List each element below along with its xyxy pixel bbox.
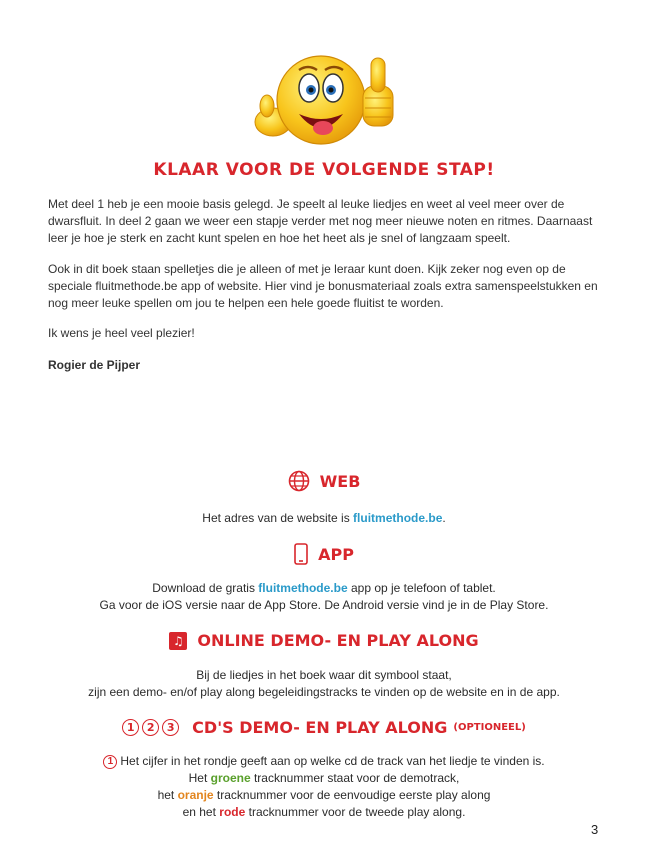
cd-circle-3: 3 [162, 719, 179, 736]
cd-number-circles [122, 719, 182, 736]
cd-title: CD'S DEMO- EN PLAY ALONG [192, 718, 448, 737]
web-section-heading [0, 470, 648, 492]
cd-line2-color: groene [210, 771, 251, 785]
web-title: WEB [319, 471, 361, 491]
web-text-after: . [442, 511, 446, 525]
web-text-before: Het adres van de website is [202, 511, 354, 525]
phone-icon [294, 543, 308, 565]
cd-line2-before: Het [188, 771, 211, 785]
intro-text-1: Met deel 1 heb je een mooie basis gelegd. Je speelt al leuke liedjes en weet al veel meer over de dwarsfluit. In deel 2 gaan we weer een stapje verder met nog meer nieuwe noten en ritmes. Daarnaast leer je hoe je sterk en zacht kunt spelen en hoe het heet als je snel of langzaam speelt. [48, 197, 593, 245]
online-title: ONLINE DEMO- EN PLAY ALONG [197, 631, 479, 650]
online-text [0, 667, 648, 701]
page-heading: KLAAR VOOR DE VOLGENDE STAP! [153, 160, 495, 180]
app-line1-before: Download de gratis [152, 581, 259, 595]
app-section-heading [0, 543, 648, 565]
app-text [0, 580, 648, 614]
signature: Rogier de Pijper [48, 358, 141, 372]
app-link[interactable]: fluitmethode.be [258, 581, 348, 595]
web-link[interactable]: fluitmethode.be [353, 511, 443, 525]
cd-line4-color: rode [219, 805, 246, 819]
cd-line4-before: en het [182, 805, 220, 819]
cd-line1: Het cijfer in het rondje geeft aan op welke cd de track van het liedje te vinden is. [120, 754, 545, 768]
cd-line3-color: oranje [177, 788, 214, 802]
music-note-icon: ♫ [169, 632, 187, 650]
cd-line4-after: tracknummer voor de tweede play along. [245, 805, 466, 819]
app-line2: Ga voor de iOS versie naar de App Store. De Android versie vind je in de Play Store. [99, 598, 549, 612]
online-line2: zijn een demo- en/of play along begeleidingstracks te vinden op de website en in de app. [88, 685, 560, 699]
cd-line3-before: het [157, 788, 178, 802]
cd-line3-after: tracknummer voor de eenvoudige eerste play along [213, 788, 491, 802]
intro-paragraph-1 [48, 196, 600, 247]
cd-optional-label: (OPTIONEEL) [453, 722, 526, 733]
app-line1-after: app op je telefoon of tablet. [347, 581, 496, 595]
thumbs-up-emoji-icon [251, 44, 401, 154]
app-title: APP [318, 544, 354, 564]
cd-inline-circle: 1 [103, 755, 117, 769]
intro-paragraph-2 [48, 261, 600, 312]
cd-section-heading [0, 718, 648, 737]
intro-text-2: Ook in dit boek staan spelletjes die je alleen of met je leraar kunt doen. Kijk zeker nog even op de speciale fluitmethode.be app of website. Hier vind je bonusmateriaal zoals extra samenspeelstukken en nog meer leuke spellen om jou te helpen een hele goede fluitist te worden. [48, 262, 598, 310]
online-section-heading [0, 631, 648, 650]
cd-line2-after: tracknummer staat voor de demotrack, [250, 771, 460, 785]
cd-circle-1: 1 [122, 719, 139, 736]
web-text [0, 510, 648, 527]
intro-paragraph-3 [48, 325, 600, 342]
intro-text-3: Ik wens je heel veel plezier! [48, 326, 195, 340]
cd-circle-2: 2 [142, 719, 159, 736]
cd-text [0, 753, 648, 821]
globe-icon [288, 470, 310, 492]
online-line1: Bij de liedjes in het boek waar dit symbool staat, [196, 668, 452, 682]
page-number: 3 [591, 822, 599, 837]
